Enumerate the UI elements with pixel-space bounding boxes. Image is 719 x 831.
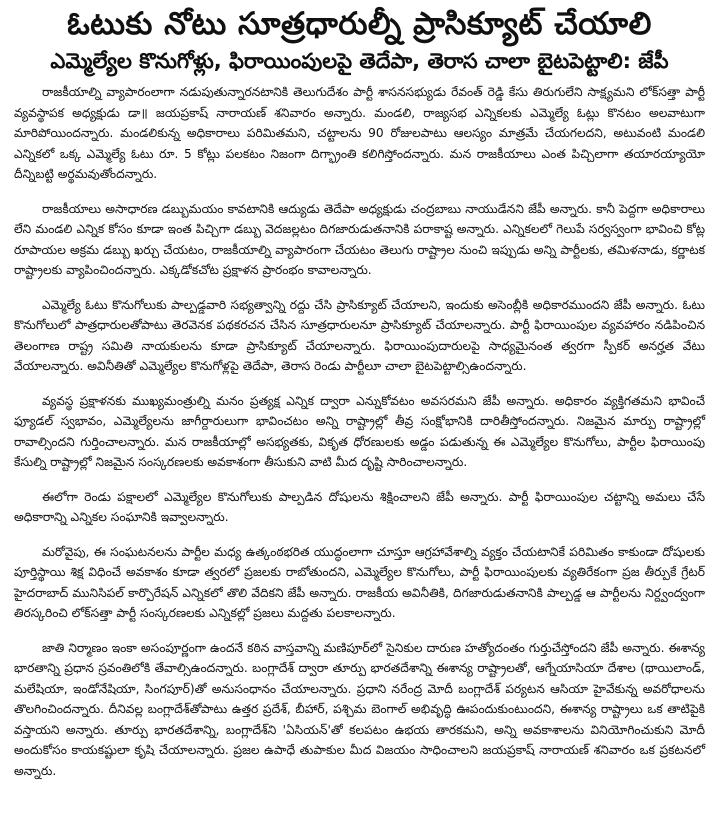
article-paragraph: రాజకీయాలు అసాధారణ డబ్బుమయం కావటానికి ఆద్యుడు తెదేపా అధ్యక్షుడు చంద్రబాబు నాయుడేనని జేపీ అన్నారు. కానీ పెద్దగా అధికారాలు లేని మండలి ఎన్నిక కోసం కూడా ఇంత పిచ్చిగా డబ్బు వెదజల్లటం దిగజారుడుతనానికి పరాకాష్ట అన్నారు. ఎన్నికలలో గెలుపే సర్వస్వంగా భావించి కోట్ల రూపాయల అక్రమ డబ్బు ఖర్చు చేయటం, రాజకీయాల్ని వ్యాపారంగా చేయటం తెలుగు రాష్ట్రాల నుంచి ఇప్పుడు అన్ని పార్టీలకు, తమిళనాడు, కర్ణాటక రాష్ట్రాలకు వ్యాపించిందన్నారు. ఎక్కడోకచోట ప్రక్షాళన ప్రారంభం కావాలన్నారు. (14, 201, 705, 277)
article-paragraph: రాజకీయాల్ని వ్యాపారంలాగా నడుపుతున్నారనటానికి తెలుగుదేశం పార్టీ శాసనసభ్యుడు రేవంత్ రెడ్డి కేసు తిరుగులేని సాక్ష్యమని లోక్‌సత్తా పార్టీ వ్యవస్థాపక అధ్యక్షుడు డా॥ జయప్రకాష్ నారాయణ్ శనివారం అన్నారు. మండలి, రాజ్యసభ ఎన్నికలకు ఎమ్మెల్యే ఓట్లు కొనటం అలవాటుగా మారిపోయిందన్నారు. మండలికున్న అధికారాలు పరిమితమని, చట్టాలను 90 రోజులపాటు ఆలస్యం మాత్రమే చేయగలదని, అటువంటి మండలి ఎన్నికలో ఒక్క ఎమ్మెల్యే ఓటు రూ. 5 కోట్లు పలకటం నిజంగా దిగ్భ్రాంతి కలిగిస్తోందన్నారు. మన రాజకీయాలు ఎంత పిచ్చిలాగా తయారయ్యాయో దీన్నిబట్టి అర్థమవుతోందన్నారు. (14, 85, 705, 181)
article-headline: ఓటుకు నోటు సూత్రధారుల్నీ ప్రాసిక్యూట్ చేయాలి (67, 6, 652, 42)
article-body (14, 82, 705, 781)
article-paragraph: వ్యవస్థ ప్రక్షాళనకు ముఖ్యమంత్రుల్ని మనం ప్రత్యక్ష ఎన్నిక ద్వారా ఎన్నుకోవటం అవసరమని జేపీ అన్నారు. అధికారం వ్యక్తిగతమని భావించే ఫ్యూడల్ స్వభావం, ఎమ్మెల్యేలను జాగీర్దారులుగా భావించటం అన్ని రాష్ట్రాల్లో తీవ్ర సంక్షోభానికి దారితీస్తోందన్నారు. నిజమైన మార్పు రాష్ట్రాల్లో రావాల్సిందని గుర్తించాలన్నారు. మన రాజకీయాల్లో అసభ్యతకు, వికృత ధోరణులకు అడ్డం పడుతున్న ఈ ఎమ్మెల్యేల కొనుగోలు, పార్టీల ఫిరాయింపు కేసుల్ని రాష్ట్రాల్లో నిజమైన సంస్కరణలకు అవకాశంగా తీసుకుని వాటి మీద దృష్టి సారించాలన్నారు. (14, 393, 706, 469)
article-paragraph: ఈలోగా రెండు పక్షాలలో ఎమ్మెల్యేల కొనుగోలుకు పాల్పడిన దోషులను శిక్షించాలని జేపీ అన్నారు. పార్టీ ఫిరాయింపుల చట్టాన్ని అమలు చేసే అధికారాన్ని ఎన్నికల సంఘానికి ఇవ్వాలన్నారు. (14, 489, 705, 524)
article-paragraph: ఎమ్మెల్యే ఓటు కొనుగోలుకు పాల్పడ్డవారి సభ్యత్వాన్ని రద్దు చేసి ప్రాసిక్యూట్ చేయాలని, ఇందుకు అసెంబ్లీకి అధికారముందని జేపీ అన్నారు. ఓటు కొనుగోలులో పాత్రధారులతోపాటు తెరవెనక పథకరచన చేసిన సూత్రధారులనూ ప్రాసిక్యూట్ చేయాలన్నారు. పార్టీ ఫిరాయింపుల వ్యవహారం నడిపించిన తెలంగాణ రాష్ట్ర సమితి నాయకులను కూడా ప్రాసిక్యూట్ చేయాలన్నారు. ఫిరాయింపుదారులపై సాధ్యమైనంత త్వరగా స్పీకర్ అనర్హత వేటు వేయాలన్నారు. అవినీతితో ఎమ్మెల్యేల కొనుగోళ్లపై తెదేపా, తెరాస రెండు పార్టీలూ చాలా బైటపెట్టాల్సిఉందన్నారు. (14, 297, 705, 373)
article-paragraph: మరోవైపు, ఈ సంఘటనలను పార్టీల మధ్య ఉత్కంఠభరిత యుద్ధంలాగా చూస్తూ ఆగ్రహావేశాల్ని వ్యక్తం చేయటానికే పరిమితం కాకుండా దోషులకు పూర్తిస్థాయి శిక్ష విధించే అవకాశం కూడా త్వరలో ప్రజలకు రాబోతుందని, ఎమ్మెల్యేల కొనుగోలు, పార్టీ ఫిరాయింపులకు వ్యతిరేకంగా ప్రజ తీర్పుకే గ్రేటర్ హైదరాబాద్ మునిసిపల్ కార్పొరేషన్ ఎన్నికలో తొలి వేదికని జేపీ అన్నారు. రాజకీయ అవినీతికి, దిగజారుడుతనానికి పాల్పడ్డ ఆ పార్టీలను నిర్ద్వంద్వంగా తిరస్కరించి లోక్‌సత్తా పార్టీ సంస్కరణలకు ఎన్నికల్లో ప్రజలు మద్దతు పలకాలన్నారు. (14, 544, 705, 620)
article-paragraph: జాతి నిర్మాణం ఇంకా అసంపూర్ణంగా ఉందనే కఠిన వాస్తవాన్ని మణిపూర్‌లో సైనికుల దారుణ హత్యోదంతం గుర్తుచేస్తోందని జేపీ అన్నారు. ఈశాన్య భారతాన్ని ప్రధాన స్రవంతిలోకి తేవాల్సిఉందన్నారు. బంగ్లాదేశ్ ద్వారా తూర్పు భారతదేశాన్ని ఈశాన్య రాష్ట్రాలతో, ఆగ్నేయాసియా దేశాల (థాయిలాండ్, మలేషియా, ఇండోనేషియా, సింగపూర్)తో అనుసంధానం చేయాలన్నారు. ప్రధాని నరేంద్ర మోదీ బంగ్లాదేశ్ పర్యటన ఆసియా హైవేకున్న అవరోధాలను తొలగించిందన్నారు. దీనివల్ల బంగ్లాదేశ్‌తోపాటు ఉత్తర ప్రదేశ్, బీహార్, పశ్చిమ బెంగాల్ అభివృద్ధి ఊపందుకుంటుందని, ఈశాన్య రాష్ట్రాలు ఒక తాటిపైకి వస్తాయని అన్నారు. తూర్పు భారతదేశాన్ని, బంగ్లాదేశ్‌ని 'ఏసియన్'తో కలపటం ఉభయ తారకమని, అన్ని అవకాశాలను వినియోగించుకుని మోదీ అందుకోసం కాయకష్టులా కృషి చేయాలన్నారు. ప్రజల ఉపాధే తుపాకుల మీద విజయం సాధించాలని జయప్రకాష్ నారాయణ్ శనివారం ఒక ప్రకటనలో అన్నారు. (14, 640, 705, 778)
article-subheadline: ఎమ్మెల్యేల కొనుగోళ్లు, ఫిరాయింపులపై తెదేపా, తెరాస చాలా బైటపెట్టాలి: జేపీ (50, 49, 669, 73)
